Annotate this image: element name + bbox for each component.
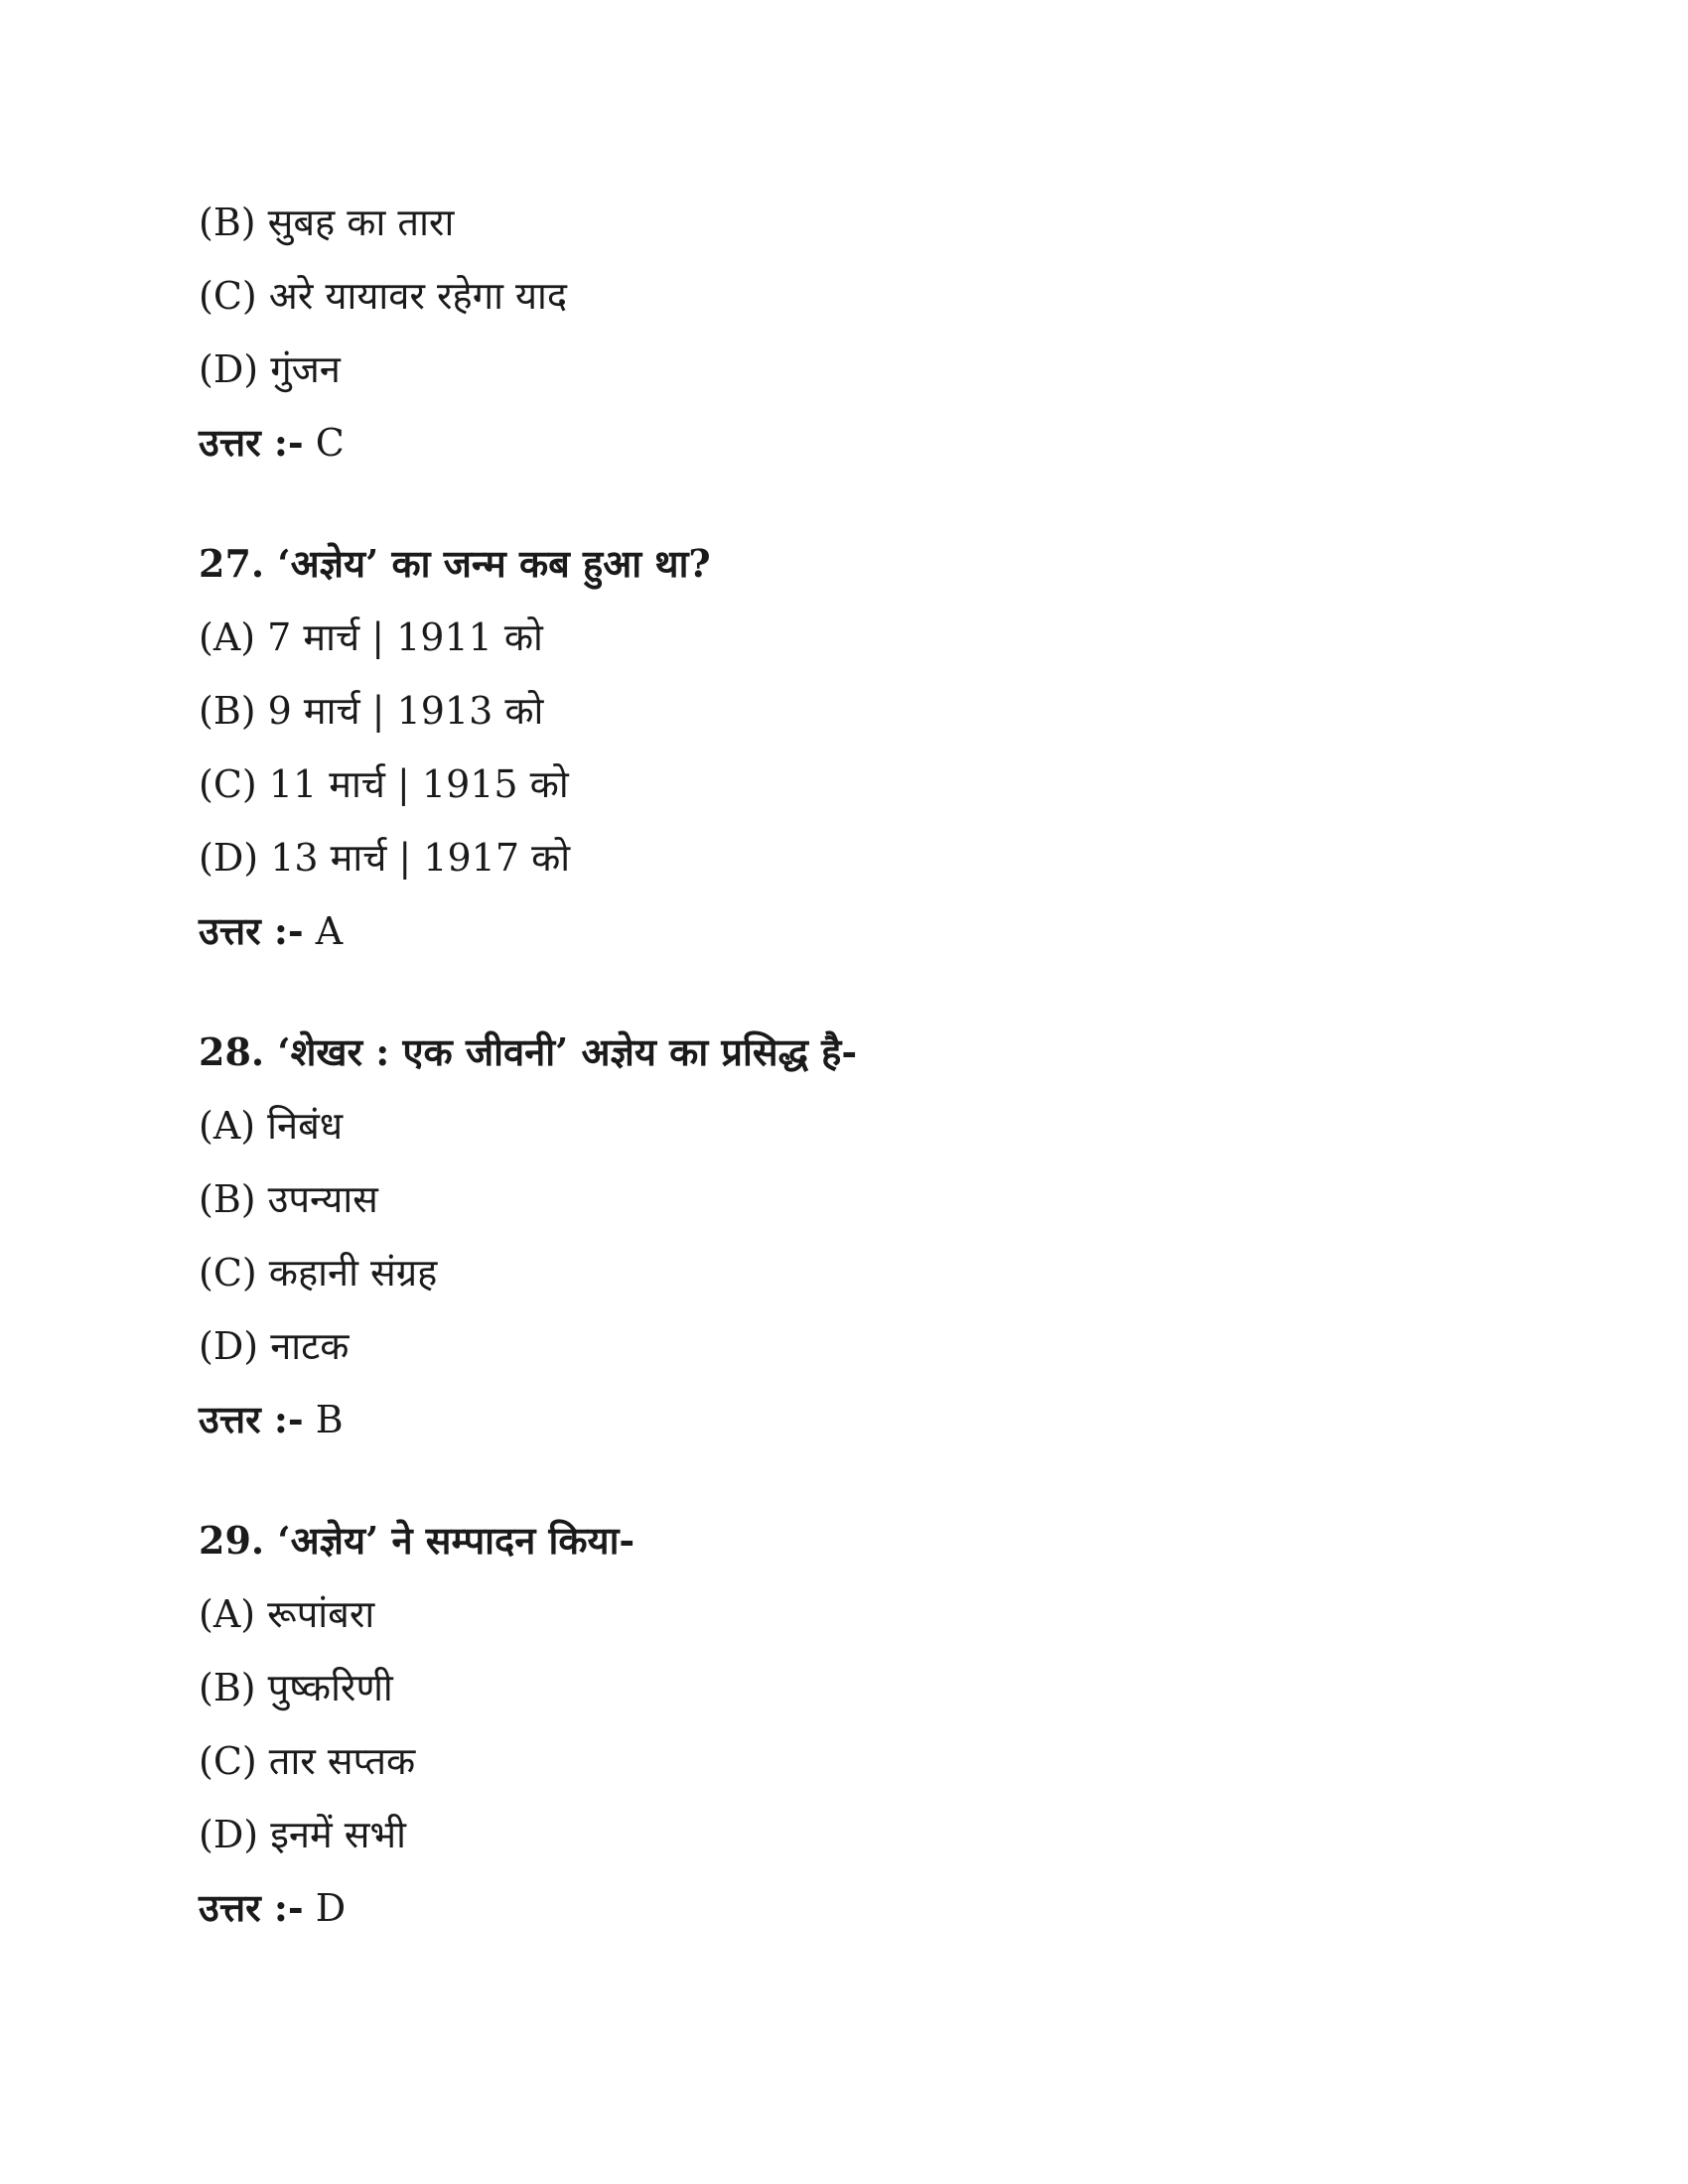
option-b: (B) पुष्करिणी [199,1666,393,1709]
answer-label: उत्तर :- [199,420,304,465]
answer-line [199,1396,344,1443]
answer-value: D [315,1886,347,1930]
question-27: 27. ‘अज्ञेय’ का जन्म कब हुआ था? [199,541,711,586]
answer-label: उत्तर :- [199,1885,304,1930]
answer-line [199,419,345,467]
answer-value: C [315,421,345,465]
option-c: (C) अरे यायावर रहेगा याद [199,274,568,318]
option-c: (C) 11 मार्च | 1915 को [199,762,569,806]
question-28: 28. ‘शेखर : एक जीवनी’ अज्ञेय का प्रसिद्ध है- [199,1029,858,1074]
option-d: (D) गुंजन [199,347,341,391]
option-b: (B) 9 मार्च | 1913 को [199,689,544,733]
option-b: (B) सुबह का तारा [199,201,455,244]
option-b: (B) उपन्यास [199,1177,378,1221]
option-a: (A) 7 मार्च | 1911 को [199,615,543,659]
answer-label: उत्तर :- [199,1397,304,1441]
option-d: (D) इनमें सभी [199,1813,406,1856]
question-29: 29. ‘अज्ञेय’ ने सम्पादन किया- [199,1518,635,1563]
answer-line [199,1884,346,1932]
option-a: (A) निबंध [199,1104,344,1148]
option-a: (A) रूपांबरा [199,1592,375,1636]
option-c: (C) तार सप्तक [199,1739,416,1783]
answer-label: उत्तर :- [199,908,304,953]
answer-value: B [315,1398,344,1441]
option-d: (D) नाटक [199,1324,350,1368]
answer-value: A [315,909,344,953]
option-c: (C) कहानी संग्रह [199,1251,438,1295]
option-d: (D) 13 मार्च | 1917 को [199,836,571,880]
answer-line [199,907,343,955]
